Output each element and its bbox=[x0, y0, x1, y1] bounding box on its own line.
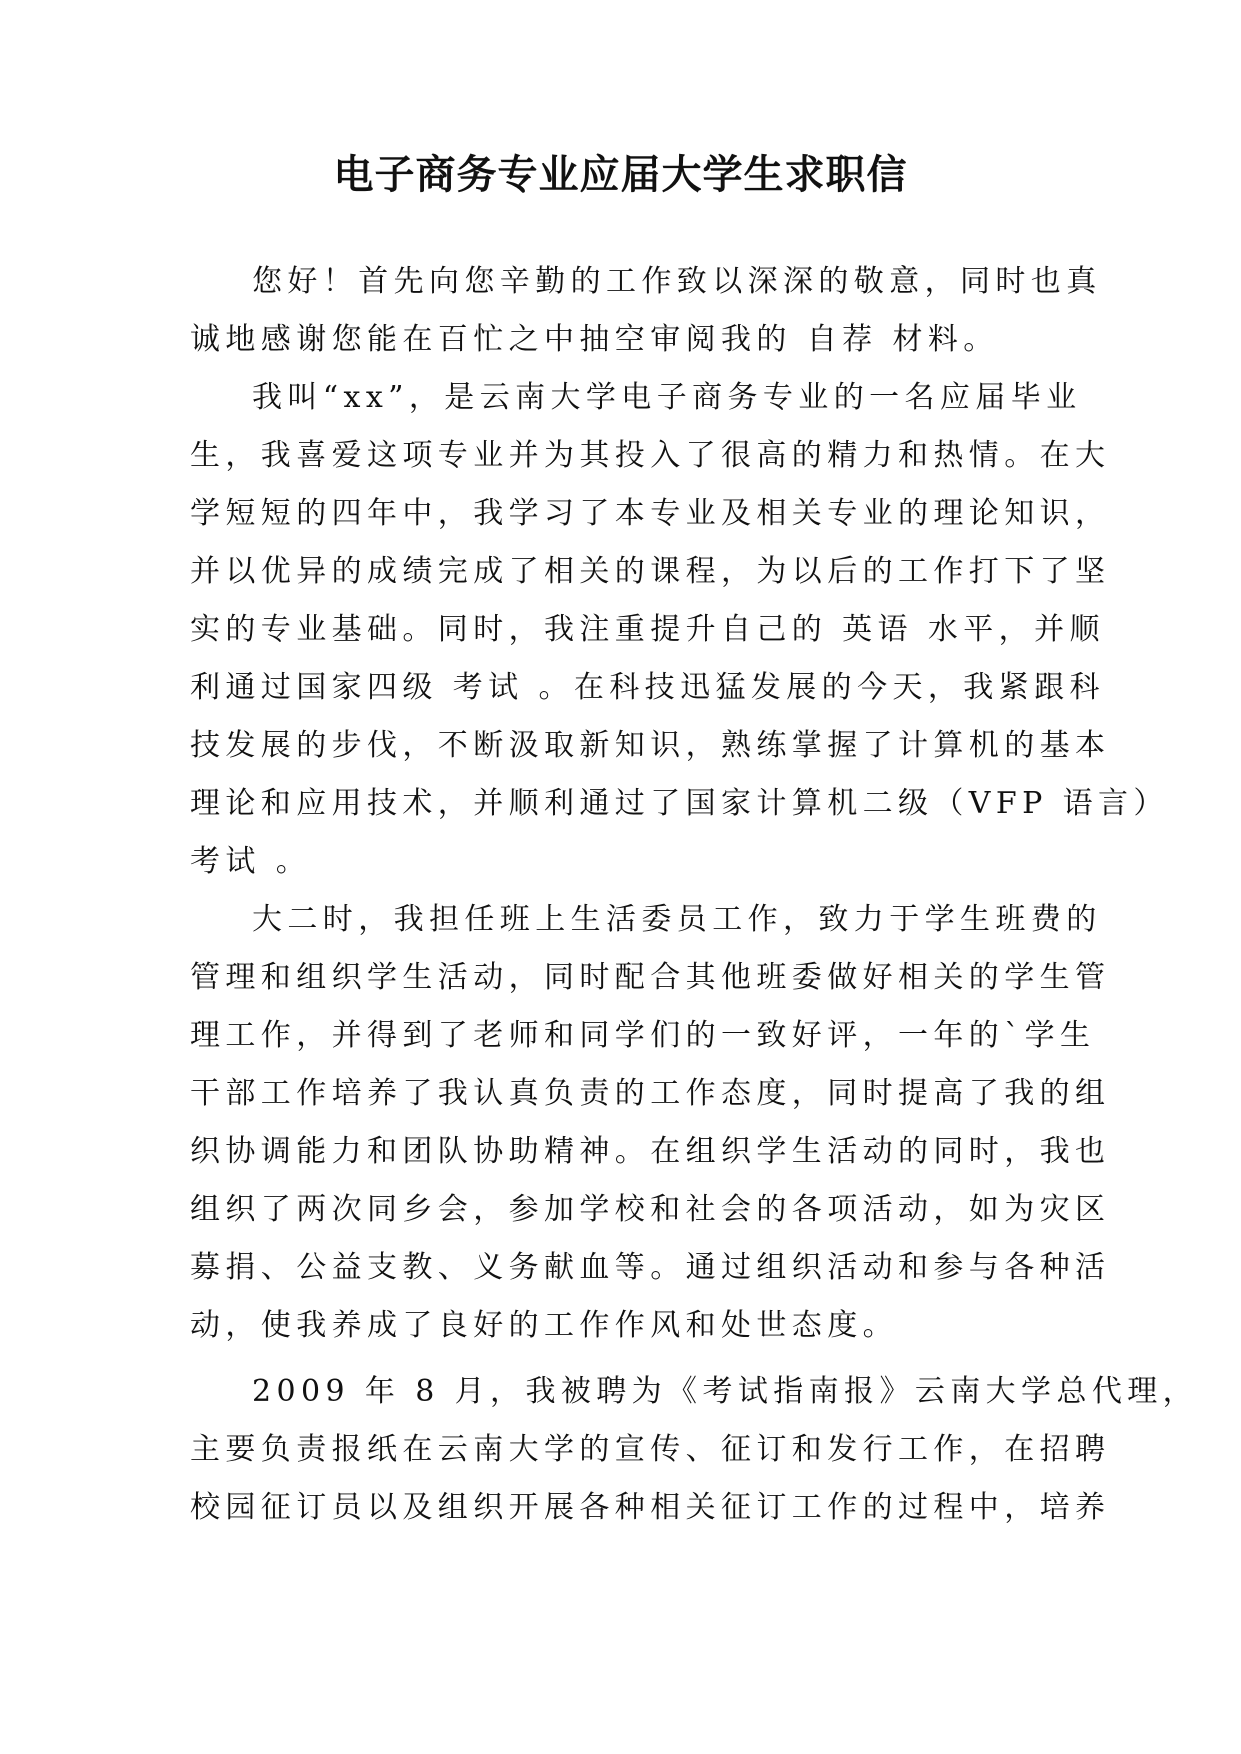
body-line: 动，使我养成了良好的工作作风和处世态度。 bbox=[190, 1308, 898, 1343]
body-line: 校园征订员以及组织开展各种相关征订工作的过程中，培养 bbox=[190, 1490, 1111, 1525]
body-line: 干部工作培养了我认真负责的工作态度，同时提高了我的组 bbox=[190, 1076, 1111, 1111]
body-line: 2009 年 8 月，我被聘为《考试指南报》云南大学总代理， bbox=[252, 1374, 1199, 1409]
body-line: 大二时，我担任班上生活委员工作，致力于学生班费的 bbox=[252, 902, 1102, 937]
body-line: 利通过国家四级 考试 。在科技迅猛发展的今天，我紧跟科 bbox=[190, 670, 1105, 705]
body-line: 技发展的步伐，不断汲取新知识，熟练掌握了计算机的基本 bbox=[190, 728, 1111, 763]
body-line: 组织了两次同乡会，参加学校和社会的各项活动，如为灾区 bbox=[190, 1192, 1111, 1227]
body-line: 管理和组织学生活动，同时配合其他班委做好相关的学生管 bbox=[190, 960, 1111, 995]
body-line: 募捐、公益支教、义务献血等。通过组织活动和参与各种活 bbox=[190, 1250, 1111, 1285]
body-line: 织协调能力和团队协助精神。在组织学生活动的同时，我也 bbox=[190, 1134, 1111, 1169]
body-line: 理工作，并得到了老师和同学们的一致好评，一年的`学生 bbox=[190, 1018, 1096, 1053]
body-line: 生，我喜爱这项专业并为其投入了很高的精力和热情。在大 bbox=[190, 438, 1111, 473]
body-line: 并以优异的成绩完成了相关的课程，为以后的工作打下了坚 bbox=[190, 554, 1111, 589]
document-title: 电子商务专业应届大学生求职信 bbox=[333, 151, 908, 198]
body-line: 学短短的四年中，我学习了本专业及相关专业的理论知识， bbox=[190, 496, 1111, 531]
body-line: 您好！首先向您辛勤的工作致以深深的敬意，同时也真 bbox=[252, 264, 1102, 299]
body-line: 我叫“xx”，是云南大学电子商务专业的一名应届毕业 bbox=[252, 380, 1082, 415]
body-line: 实的专业基础。同时，我注重提升自己的 英语 水平，并顺 bbox=[190, 612, 1105, 647]
body-line: 考试 。 bbox=[190, 844, 312, 879]
body-line: 诚地感谢您能在百忙之中抽空审阅我的 自荐 材料。 bbox=[190, 322, 999, 357]
body-line: 理论和应用技术，并顺利通过了国家计算机二级（VFP 语言） bbox=[190, 786, 1169, 821]
body-line: 主要负责报纸在云南大学的宣传、征订和发行工作，在招聘 bbox=[190, 1432, 1111, 1467]
